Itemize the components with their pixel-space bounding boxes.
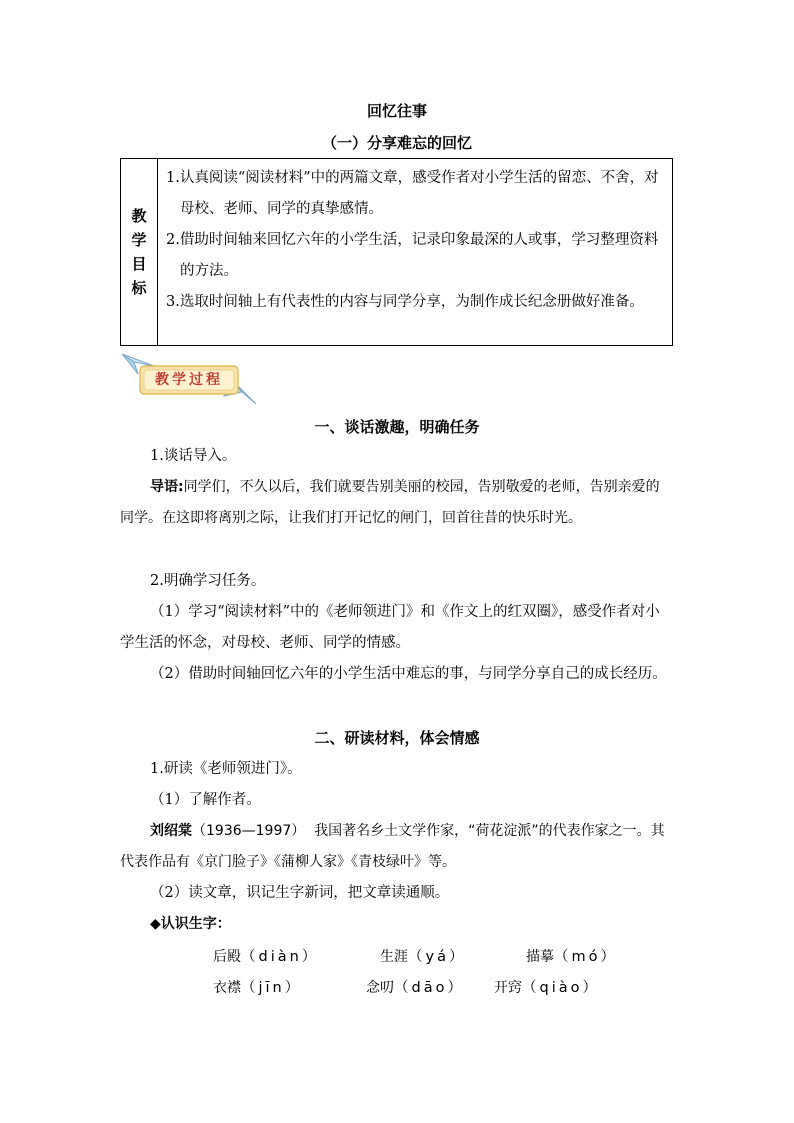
author-name: 刘绍棠 [150,823,192,839]
vocab-pinyin: （qiào） [522,980,600,996]
goal-item: 3.选取时间轴上有代表性的内容与同学分享，为制作成长纪念册做好准备。 [166,294,644,310]
vocab-item [494,976,600,997]
author-years: （1936—1997） [192,823,306,839]
goal-item: 1.认真阅读“阅读材料”中的两篇文章，感受作者对小学生活的留恋、不舍，对母校、老师、同学的真挚感情。 [166,170,659,217]
section2-step1: 1.研读《老师领进门》。 [150,761,302,777]
vocab-word: 生涯 [380,949,408,965]
author-paragraph [120,816,673,878]
vocab-word: 描摹 [526,949,554,965]
vocab-item [380,945,466,966]
author-text: 我国著名乡土文学作家，“荷花淀派”的代表作家之一。其代表作品有《京门脸子》《蒲柳人家》《青枝绿叶》等。 [120,823,665,870]
section1-heading: 一、谈话激趣，明确任务 [314,418,480,436]
vocab-item [213,945,319,966]
section1-step1: 1.谈话导入。 [150,448,237,464]
vocab-word: 衣襟 [213,980,241,996]
teaching-goals-table [120,158,673,346]
goal-item: 2.借助时间轴来回忆六年的小学生活，记录印象最深的人或事，学习整理资料的方法。 [166,232,659,279]
goals-heading-char: 标 [131,279,147,297]
read-article: （2）读文章，识记生字新词，把文章读通顺。 [150,885,450,901]
vocab-pinyin: （mó） [554,949,618,965]
section1-step2: 2.明确学习任务。 [150,573,266,589]
vocab-item [213,976,302,997]
lesson-subtitle: （一）分享难忘的回忆 [321,134,472,152]
vocab-pinyin: （jīn） [241,980,303,996]
vocab-word: 开窍 [494,980,522,996]
banner-label: 教学过程 [155,372,223,388]
intro-paragraph [120,472,673,534]
intro-text: 同学们，不久以后，我们就要告别美丽的校园，告别敬爱的老师，告别亲爱的同学。在这即将离别之际，让我们打开记忆的闸门，回首往昔的快乐时光。 [120,479,660,526]
task-two: （2）借助时间轴回忆六年的小学生活中难忘的事，与同学分享自己的成长经历。 [150,666,667,682]
vocab-pinyin: （yá） [408,949,467,965]
vocab-word: 后殿 [213,949,241,965]
vocab-word: 念叨 [366,980,394,996]
teaching-process-banner [120,352,260,408]
goals-heading [121,159,158,346]
goals-heading-char: 目 [131,255,147,273]
section2-heading: 二、研读材料，体会情感 [314,729,480,747]
page-title: 回忆往事 [366,102,427,120]
goals-content [158,159,673,346]
vocab-item [526,945,618,966]
vocab-heading: ◆认识生字： [150,916,231,932]
vocab-item [366,976,465,997]
task-one: （1）学习“阅读材料”中的《老师领进门》和《作文上的红双圈》，感受作者对小学生活的怀念，对母校、老师、同学的情感。 [120,604,660,651]
goals-heading-char: 学 [131,231,147,249]
vocab-pinyin: （dāo） [394,980,465,996]
goals-heading-char: 教 [131,207,147,225]
about-author: （1）了解作者。 [150,792,261,808]
vocab-pinyin: （diàn） [241,949,320,965]
intro-label: 导语: [150,479,184,495]
